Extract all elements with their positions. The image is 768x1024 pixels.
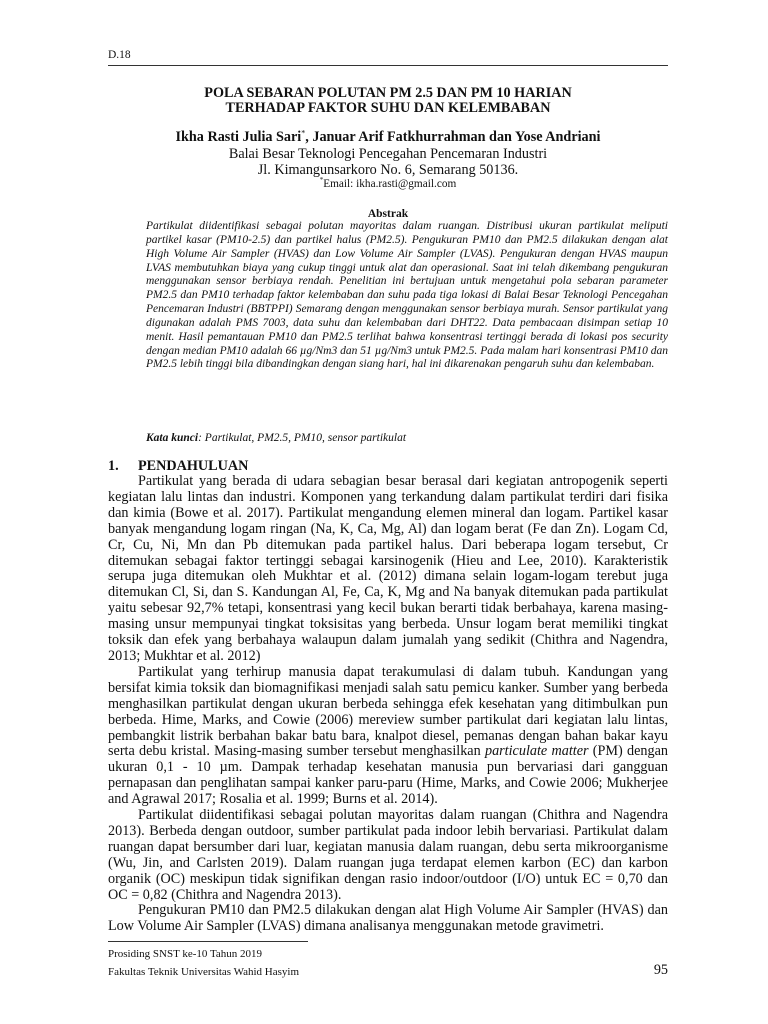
header-rule (108, 65, 668, 66)
author-list (108, 129, 668, 145)
paragraph-2-text-b: (PM) dengan ukuran 0,1 - 10 µm. Dampak terhadap kesehatan manusia pun bervariasi dari gangguan pernapasan dan penglihatan sampai kanker paru-paru (Hime, Marks, and Cowie 2006; Mukherjee and Agrawal 2017; Rosalia et al. 1999; Burns et al. 2014). (108, 743, 668, 808)
abstract-heading: Abstrak (367, 208, 409, 220)
page-number: 95 (653, 962, 668, 978)
affiliation-institution: Balai Besar Teknologi Pencegahan Pencemaran Industri (228, 146, 548, 162)
paragraph-4: Pengukuran PM10 dan PM2.5 dilakukan dengan alat High Volume Air Sampler (HVAS) dan Low Volume Air Sampler (LVAS) dimana analisanya menggunakan metode gravimetri. (108, 902, 668, 935)
affiliation-address: Jl. Kimangunsarkoro No. 6, Semarang 50136. (257, 162, 519, 178)
affiliation (108, 146, 668, 178)
paragraph-1: Partikulat yang berada di udara sebagian besar berasal dari kegiatan antropogenik seperti kegiatan lalu lintas dan industri. Komponen yang terkandung dalam partikulat terdiri dari fisika dan kimia (Bowe et al. 2017). Partikulat mengandung elemen mineral dan logam. Partikel kasar banyak mengandung logam ringan (Na, K, Ca, Mg, Al) dan logam berat (Fe dan Zn). Logam Cd, Cr, Cu, Ni, Mn dan Pb ditemukan pada partikel halus. Dari beberapa logam tersebut, Cr ditemukan sebagai faktor tertinggi sebagai karsinogenik (Hieu and Lee, 2010). Karakteristik serupa juga ditemukan oleh Mukhtar et al. (2012) dimana selain logam-logam terebut juga ditemukan Cl, Si, dan S. Kandungan Al, Fe, Ca, K, Mg and Na banyak ditemukan pada partikulat yaitu sebesar 92,7% tetapi, konsentrasi yang kecil bukan berarti tidak berbahaya, karena masing-masing unsur mempunyai tingkat toksisitas yang berbeda. Unsur logam berat memiliki tingkat toksik dan efek yang berbahaya walaupun dalam jumalah yang sedikit (Chithra and Nagendra, 2013; Mukhtar et al. 2012) (108, 473, 668, 664)
paragraph-2-italic: particulate matter (484, 743, 589, 760)
author-first: Ikha Rasti Julia Sari (175, 129, 302, 145)
keywords-text: : Partikulat, PM2.5, PM10, sensor partikulat (198, 432, 407, 444)
keywords-label: Kata kunci (146, 432, 199, 444)
email-mark: * (319, 176, 324, 185)
paragraph-3: Partikulat diidentifikasi sebagai polutan mayoritas dalam ruangan (Chithra and Nagendra 2013). Berbeda dengan outdoor, sumber partikulat pada indoor lebih bervariasi. Partikulat dalam ruangan dapat bersumber dari luar, kegiatan manusia dalam ruangan, debu serta mikroorganisme (Wu, Jin, and Carlsten 2019). Dalam ruangan juga terdapat elemen karbon (EC) dan karbon organik (OC) meskipun tidak signifikan dengan rasio indoor/outdoor (I/O) untuk EC = 0,70 dan OC = 0,82 (Chithra and Nagendra 2013). (108, 807, 668, 903)
email-text: Email: ikha.rasti@gmail.com (323, 178, 457, 190)
abstract-text: Partikulat diidentifikasi sebagai polutan mayoritas dalam ruangan. Distribusi ukuran partikulat meliputi partikel kasar (PM10-2.5) dan partikel halus (PM2.5). Pengukuran PM10 dan PM2.5 dilakukan dengan alat High Volume Air Sampler (HVAS) dan Low Volume Air Sampler (LVAS). Pengukuran dengan HVAS maupun LVAS membutuhkan biaya yang cukup tinggi untuk alat dan operasional. Saat ini telah dikembang pengukuran menggunakan sensor berbiaya rendah. Penelitian ini bertujuan untuk mengetahui pola sebaran parameter PM2.5 dan PM10 terhadap faktor kelembaban dan suhu pada tiga lokasi di Balai Besar Teknologi Pencegahan Pencemaran Industri (BBTPPI) Semarang dengan menggunakan sensor berbiaya murah. Sensor partikulat yang digunakan adalah PMS 7003, data suhu dan kelembaban dari DHT22. Data pembacaan disimpan setiap 10 menit. Hasil pemantauan PM10 dan PM2.5 terlihat bahwa konsentrasi tertinggi berada di lokasi pos security dengan median PM10 adalah 66 µg/Nm3 dan 51 µg/Nm3 untuk PM2.5. Pada malam hari konsentrasi PM10 dan PM2.5 lebih tinggi bila dibandingkan dengan siang hari, hal ini dikarenakan pengaruh suhu dan kelembaban. (146, 220, 668, 371)
footer-institution: Fakultas Teknik Universitas Wahid Hasyim (108, 966, 300, 978)
section-body (108, 474, 668, 935)
contact-email (108, 178, 668, 191)
corresponding-author-mark: * (301, 128, 306, 138)
paper-code: D.18 (108, 49, 131, 61)
paper-title (108, 86, 668, 116)
section-title: PENDAHULUAN (138, 458, 249, 474)
keywords (146, 431, 668, 445)
footer-rule (108, 941, 308, 942)
author-others: , Januar Arif Fatkhurrahman dan Yose Andriani (305, 129, 601, 145)
title-line-1: POLA SEBARAN POLUTAN PM 2.5 DAN PM 10 HARIAN (204, 85, 572, 101)
title-line-2: TERHADAP FAKTOR SUHU DAN KELEMBABAN (225, 100, 551, 116)
footer-proceedings: Prosiding SNST ke-10 Tahun 2019 (108, 948, 263, 960)
section-number: 1. (108, 458, 119, 474)
paragraph-2-text-a: Partikulat yang terhirup manusia dapat terakumulasi di dalam tubuh. Kandungan yang bersifat kimia toksik dan biomagnifikasi menjadi salah satu pemicu kanker. Sumber yang berbeda menghasilkan partikulat dengan ukuran berbeda sehingga efek kesehatan yang ditimbulkan pun berbeda. Hime, Marks, and Cowie (2006) mereview sumber partikulat dari kegiatan lalu lintas, pembangkit listrik berbahan bakar batu bara, knalpot diesel, pemanas dengan bahan bakar kayu serta debu kristal. Masing-masing sumber tersebut menghasilkan (108, 663, 668, 760)
section-heading (108, 458, 248, 474)
paragraph-2 (108, 665, 668, 808)
